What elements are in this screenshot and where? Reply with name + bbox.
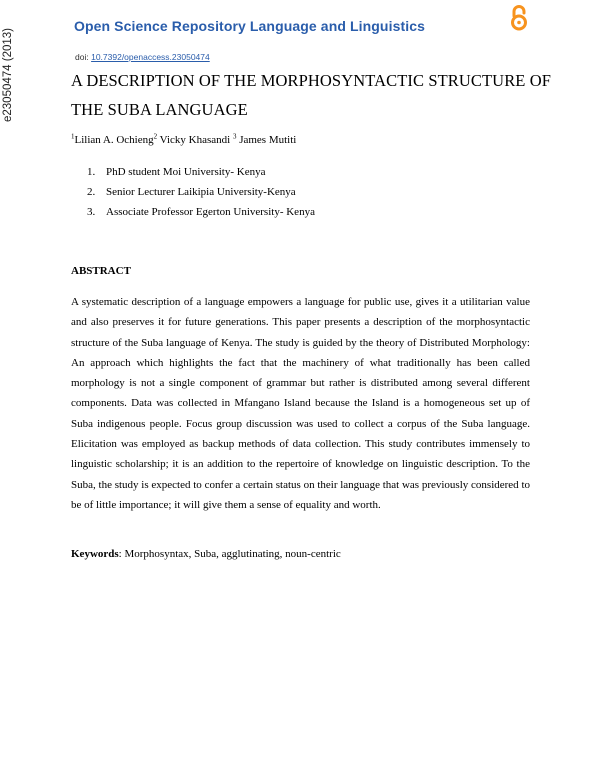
side-identifier: e23050474 (2013): [2, 28, 14, 122]
affiliation-text: Associate Professor Egerton University- Kenya: [106, 206, 315, 218]
affiliation-item: [71, 204, 315, 224]
keywords-line: [71, 548, 341, 560]
author-2-sup: 2: [153, 132, 158, 141]
author-2-name: Vicky Khasandi: [157, 134, 233, 146]
affiliation-number: 3.: [87, 206, 96, 218]
abstract-heading: ABSTRACT: [71, 265, 131, 277]
journal-name: Open Science Repository Language and Linguistics: [74, 18, 425, 34]
doi-link[interactable]: 10.7392/openaccess.23050474: [91, 52, 210, 62]
affiliation-number: 2.: [87, 186, 96, 198]
keywords-label: Keywords: [71, 548, 119, 560]
abstract-body: A systematic description of a language empowers a language for public use, gives it a utilitarian value and also preserves it for future generations. This paper presents a description of the morphosyntactic structure of the Suba language of Kenya. The study is guided by the theory of Distributed Morphology: An approach which highlights the fact that the machinery of what traditionally has been called morphology is not a single component of grammar but rather is distributed among several different components. Data was collected in Mfangano Island because the Island is a homogeneous set up of Suba indigenous people. Focus group discussion was used to collect a corpus of the Suba language. Elicitation was employed as backup methods of data collection. This study contributes immensely to linguistic scholarship; it is an addition to the repertoire of knowledge on linguistic description. To the Suba, the study is expected to confer a certain status on their language that was previously considered to be of little importance; it will give them a sense of equality and worth.: [71, 296, 530, 511]
keywords-value: : Morphosyntax, Suba, agglutinating, noun-centric: [118, 548, 341, 560]
author-3-name: James Mutiti: [236, 134, 297, 146]
author-1-name: Lilian A. Ochieng: [74, 134, 154, 146]
doi-line: [75, 52, 210, 62]
open-access-icon: [509, 4, 529, 32]
affiliation-number: 1.: [87, 166, 96, 178]
paper-title: A DESCRIPTION OF THE MORPHOSYNTACTIC STRUCTURE OF THE SUBA LANGUAGE: [71, 71, 551, 119]
affiliations-list: [71, 164, 315, 224]
authors-line: [71, 134, 296, 146]
affiliation-text: PhD student Moi University- Kenya: [106, 166, 266, 178]
affiliation-item: [71, 164, 315, 184]
affiliation-text: Senior Lecturer Laikipia University-Kenya: [106, 186, 296, 198]
author-1-sup: 1: [71, 132, 75, 141]
doi-label: doi:: [75, 52, 89, 62]
affiliation-item: [71, 184, 315, 204]
author-3-sup: 3: [232, 132, 237, 141]
